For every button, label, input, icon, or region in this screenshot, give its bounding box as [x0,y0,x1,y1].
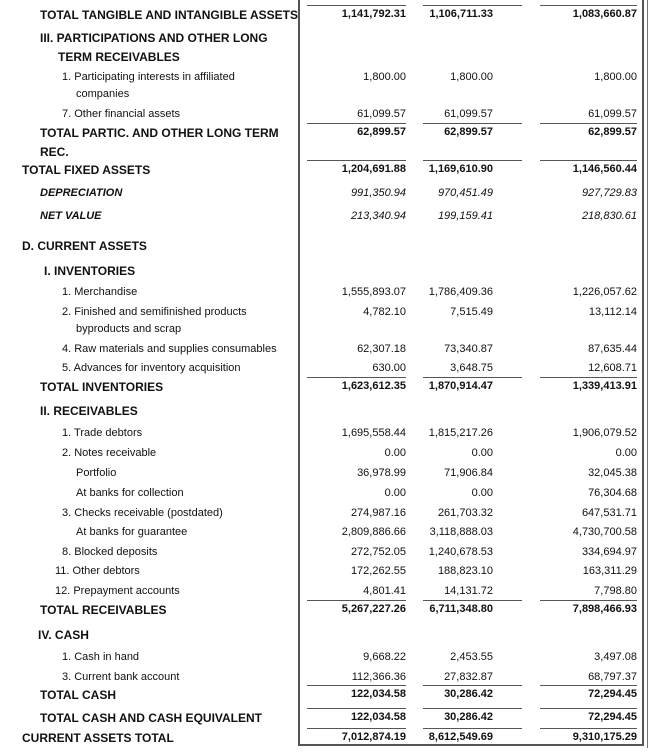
row-value-col2: 199,159.41 [437,210,493,222]
row-value-col2: 1,800.00 [450,71,493,83]
row-value-col3: 72,294.45 [588,688,637,700]
row-value-col2: 1,169,610.90 [428,163,493,175]
total-rule [540,728,637,729]
row-value-col1: 1,800.00 [363,71,406,83]
row-label: 11. Other debtors [55,565,140,577]
row-label: III. PARTICIPATIONS AND OTHER LONG [40,31,268,45]
total-rule [423,685,522,686]
total-rule [423,160,522,161]
total-rule [540,160,637,161]
row-value-col3: 1,226,057.62 [572,286,637,298]
row-value-col2: 1,870,914.47 [428,380,493,392]
row-value-col1: 1,141,792.31 [341,8,406,20]
row-value-col3: 12,608.71 [588,362,637,374]
row-value-col1: 272,752.05 [350,546,406,558]
row-label: CURRENT ASSETS TOTAL [22,731,174,745]
row-value-col3: 1,800.00 [594,71,637,83]
total-rule [423,123,522,124]
row-label: 8. Blocked deposits [62,546,158,558]
row-label: I. INVENTORIES [44,264,136,278]
row-label: Portfolio [76,467,117,479]
row-label: 4. Raw materials and supplies consumables [62,343,277,355]
row-value-col2: 3,648.75 [450,362,493,374]
row-value-col2: 7,515.49 [450,306,493,318]
total-rule [307,728,406,729]
total-rule [423,5,522,6]
values-table-double-border [647,0,649,748]
row-value-col1: 112,366.36 [351,671,406,683]
row-value-col2: 30,286.42 [444,688,493,700]
total-rule [540,123,637,124]
row-value-col1: 122,034.58 [350,688,406,700]
row-value-col2: 188,823.10 [437,565,493,577]
row-label: At banks for guarantee [76,526,188,538]
row-label: 1. Merchandise [62,286,138,298]
row-value-col3: 1,906,079.52 [572,427,637,439]
row-label: TOTAL PARTIC. AND OTHER LONG TERM [40,126,279,140]
row-value-col3: 9,310,175.29 [572,731,637,743]
row-value-col3: 7,798.80 [594,585,637,597]
row-value-col2: 8,612,549.69 [428,731,493,743]
total-rule [540,685,637,686]
row-label: TERM RECEIVABLES [58,50,180,64]
row-value-col3: 13,112.14 [588,306,637,318]
row-value-col1: 1,204,691.88 [341,163,406,175]
row-value-col3: 334,694.97 [581,546,637,558]
row-value-col3: 61,099.57 [588,108,637,120]
row-value-col1: 4,782.10 [363,306,406,318]
row-value-col1: 61,099.57 [357,108,406,120]
row-label: D. CURRENT ASSETS [22,239,147,253]
row-value-col1: 36,978.99 [357,467,406,479]
row-value-col3: 76,304.68 [588,487,637,499]
row-label: TOTAL FIXED ASSETS [22,163,151,177]
total-rule [307,160,406,161]
total-rule [307,5,406,6]
row-label: II. RECEIVABLES [40,404,138,418]
row-label: 2. Notes receivable [62,447,157,459]
row-label: REC. [40,145,69,159]
row-label: 12. Prepayment accounts [55,585,180,597]
row-value-col2: 6,711,348.80 [429,603,493,615]
row-value-col2: 73,340.87 [444,343,493,355]
total-rule [307,123,406,124]
row-value-col3: 87,635.44 [588,343,637,355]
row-value-col2: 261,703.32 [437,507,493,519]
row-value-col1: 9,668.22 [363,651,406,663]
row-value-col3: 647,531.71 [581,507,637,519]
row-value-col2: 71,906.84 [444,467,493,479]
row-value-col3: 62,899.57 [588,126,637,138]
row-value-col3: 1,146,560.44 [572,163,637,175]
row-value-col1: 7,012,874.19 [341,731,406,743]
row-label: 2. Finished and semifinished products [62,306,247,318]
row-value-col3: 7,898,466.93 [572,603,637,615]
row-value-col3: 72,294.45 [588,711,637,723]
row-label: 3. Checks receivable (postdated) [62,507,223,519]
row-value-col2: 2,453.55 [450,651,493,663]
row-value-col2: 14,131.72 [444,585,493,597]
row-label: At banks for collection [76,487,184,499]
row-value-col1: 213,340.94 [350,210,406,222]
row-value-col3: 218,830.61 [581,210,637,222]
total-rule [423,377,522,378]
row-value-col1: 2,809,886.66 [341,526,406,538]
row-value-col1: 991,350.94 [350,187,406,199]
row-value-col1: 1,623,612.35 [341,380,406,392]
row-value-col2: 0.00 [471,447,493,459]
row-value-col1: 0.00 [384,447,406,459]
row-value-col1: 1,695,558.44 [341,427,406,439]
row-value-col2: 30,286.42 [444,711,493,723]
row-label: TOTAL CASH [40,688,117,702]
row-value-col1: 1,555,893.07 [341,286,406,298]
row-label: 7. Other financial assets [62,108,181,120]
row-value-col2: 1,786,409.36 [428,286,493,298]
total-rule [540,5,637,6]
row-value-col3: 3,497.08 [594,651,637,663]
row-value-col1: 172,262.55 [350,565,406,577]
row-value-col1: 62,307.18 [357,343,406,355]
row-value-col2: 1,815,217.26 [428,427,493,439]
row-label: TOTAL TANGIBLE AND INTANGIBLE ASSETS [40,8,298,22]
row-label: byproducts and scrap [76,323,182,335]
total-rule [540,600,637,601]
row-label: IV. CASH [38,628,89,642]
row-value-col2: 62,899.57 [444,126,493,138]
total-rule [307,600,406,601]
total-rule [423,708,522,709]
row-value-col3: 1,083,660.87 [572,8,637,20]
row-label: TOTAL CASH AND CASH EQUIVALENT [40,711,263,725]
row-label: TOTAL RECEIVABLES [40,603,167,617]
row-value-col3: 32,045.38 [588,467,637,479]
total-rule [540,708,637,709]
row-label: 1. Cash in hand [62,651,140,663]
row-value-col2: 27,832.87 [444,671,493,683]
total-rule [307,685,406,686]
row-value-col3: 68,797.37 [588,671,637,683]
row-label: 5. Advances for inventory acquisition [62,362,241,374]
row-label: 1. Trade debtors [62,427,143,439]
row-value-col3: 1,339,413.91 [572,380,637,392]
row-label: companies [76,88,130,100]
total-rule [307,377,406,378]
row-value-col1: 5,267,227.26 [341,603,406,615]
row-label: 3. Current bank account [62,671,180,683]
row-label: NET VALUE [40,210,102,222]
row-value-col2: 1,106,711.33 [429,8,493,20]
row-value-col2: 61,099.57 [444,108,493,120]
row-label: DEPRECIATION [40,187,123,199]
row-label: 1. Participating interests in affiliated [62,71,235,83]
row-value-col2: 970,451.49 [437,187,493,199]
total-rule [540,377,637,378]
total-rule [423,600,522,601]
row-value-col3: 163,311.29 [582,565,637,577]
row-value-col1: 122,034.58 [350,711,406,723]
row-label: TOTAL INVENTORIES [40,380,164,394]
row-value-col2: 0.00 [471,487,493,499]
row-value-col1: 62,899.57 [357,126,406,138]
row-value-col1: 274,987.16 [350,507,406,519]
row-value-col1: 0.00 [384,487,406,499]
row-value-col2: 1,240,678.53 [428,546,493,558]
row-value-col1: 630.00 [372,362,406,374]
row-value-col1: 4,801.41 [363,585,406,597]
total-rule [423,728,522,729]
row-value-col3: 0.00 [615,447,637,459]
row-value-col2: 3,118,888.03 [429,526,493,538]
row-value-col3: 927,729.83 [581,187,637,199]
row-value-col3: 4,730,700.58 [572,526,637,538]
total-rule [307,708,406,709]
